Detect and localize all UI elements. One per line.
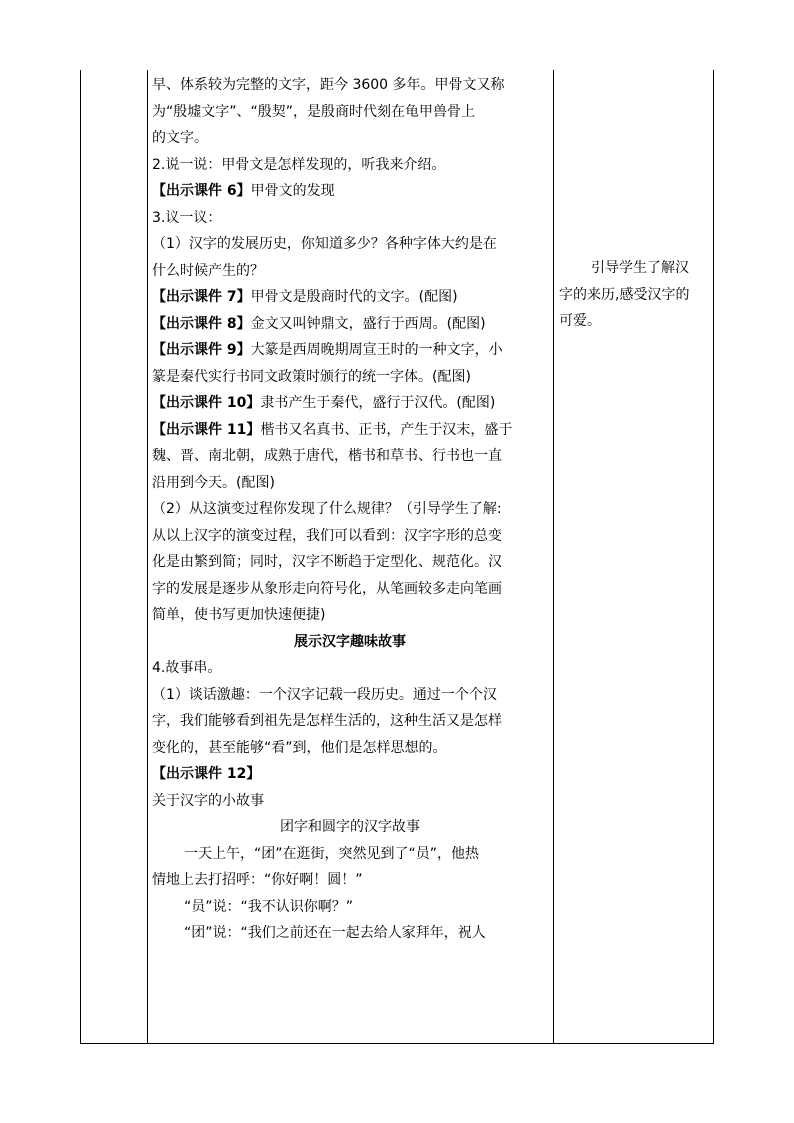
story-paragraph: “团”说：“我们之前还在一起去给人家拜年，祝人 <box>184 925 486 941</box>
story-paragraph-cont: 情地上去打招呼：“你好啊！圆！” <box>152 872 363 888</box>
design-note-line: 字的来历,感受汉字的 <box>559 286 690 303</box>
about-story: 关于汉字的小故事 <box>152 792 264 809</box>
text-line: 的文字。 <box>152 130 208 146</box>
courseware-text: 甲骨文是殷商时代的文字。(配图) <box>250 289 458 305</box>
question-1-line: 什么时候产生的？ <box>152 262 264 279</box>
teaching-process-cell <box>148 70 552 1044</box>
courseware-tag: 【出示课件 8】 <box>152 315 251 332</box>
table-border-right <box>713 70 714 1044</box>
courseware-text: 隶书产生于秦代，盛行于汉代。(配图) <box>260 395 496 411</box>
courseware-11 <box>148 417 552 444</box>
courseware-text: 大篆是西周晚期周宣王时的一种文字，小 <box>250 342 503 358</box>
story-paragraph: 一天上午，“团”在逛街，突然见到了“员”，他热 <box>184 845 480 862</box>
talk-line: 字，我们能够看到祖先是怎样生活的，这种生活又是怎样 <box>152 713 502 729</box>
lesson-table <box>80 70 714 1044</box>
courseware-tag: 【出示课件 6】 <box>152 183 251 199</box>
question-2-line: （2）从这演变过程你发现了什么规律？（引导学生了解: <box>152 501 502 517</box>
courseware-11-cont: 沿用到今天。(配图) <box>152 474 275 491</box>
courseware-tag: 【出示课件 7】 <box>152 289 251 305</box>
section-heading: 展示汉字趣味故事 <box>294 633 406 650</box>
courseware-12: 【出示课件 12】 <box>152 766 261 782</box>
story-heading: 团字和圆字的汉字故事 <box>280 819 420 835</box>
question-2-line: 从以上汉字的演变过程，我们可以看到：汉字字形的总变 <box>152 527 502 544</box>
talk-line: 变化的，甚至能够“看”到，他们是怎样思想的。 <box>152 739 447 756</box>
courseware-11-cont: 魏、晋、南北朝，成熟于唐代，楷书和草书、行书也一直 <box>152 448 502 464</box>
courseware-7 <box>148 284 552 311</box>
design-intent-cell <box>555 70 713 1044</box>
talk-line: （1）谈话激趣：一个汉字记载一段历史。通过一个个汉 <box>152 686 497 703</box>
story-title: 4.故事串。 <box>152 660 222 676</box>
table-divider-2 <box>553 70 554 1044</box>
design-note <box>555 255 713 335</box>
text-line: 2.说一说：甲骨文是怎样发现的，听我来介绍。 <box>152 156 446 173</box>
courseware-10 <box>148 390 552 417</box>
question-2-line: 字的发展是逐步从象形走向符号化，从笔画较多走向笔画 <box>152 580 502 597</box>
courseware-text: 金文又叫钟鼎文，盛行于西周。(配图) <box>250 315 486 332</box>
text-line: 早、体系较为完整的文字，距今 3600 多年。甲骨文又称 <box>152 77 505 93</box>
discuss-title: 3.议一议： <box>152 209 222 226</box>
question-2-line: 化是由繁到简；同时，汉字不断趋于定型化、规范化。汉 <box>152 554 502 570</box>
courseware-9 <box>148 337 552 364</box>
courseware-tag: 【出示课件 10】 <box>152 395 261 411</box>
question-1-line: （1）汉字的发展历史，你知道多少？各种字体大约是在 <box>152 236 497 252</box>
courseware-tag: 【出示课件 11】 <box>152 421 261 438</box>
courseware-tag: 【出示课件 9】 <box>152 342 251 358</box>
courseware-8 <box>148 311 552 338</box>
text-line: 为“殷墟文字”、“殷契”，是殷商时代刻在龟甲兽骨上 <box>152 103 476 120</box>
design-note-line: 可爱。 <box>559 313 601 329</box>
question-2-line: 简单，使书写更加快速便捷) <box>152 607 326 623</box>
design-note-line: 引导学生了解汉 <box>591 260 689 276</box>
courseware-9-cont: 篆是秦代实行书同文政策时颁行的统一字体。(配图) <box>152 368 471 385</box>
courseware-6 <box>148 178 552 205</box>
courseware-text: 甲骨文的发现 <box>250 183 335 199</box>
courseware-text: 楷书又名真书、正书，产生于汉末，盛于 <box>260 421 513 438</box>
table-border-left <box>80 70 81 1044</box>
story-paragraph: “员”说：“我不认识你啊？” <box>184 898 354 915</box>
